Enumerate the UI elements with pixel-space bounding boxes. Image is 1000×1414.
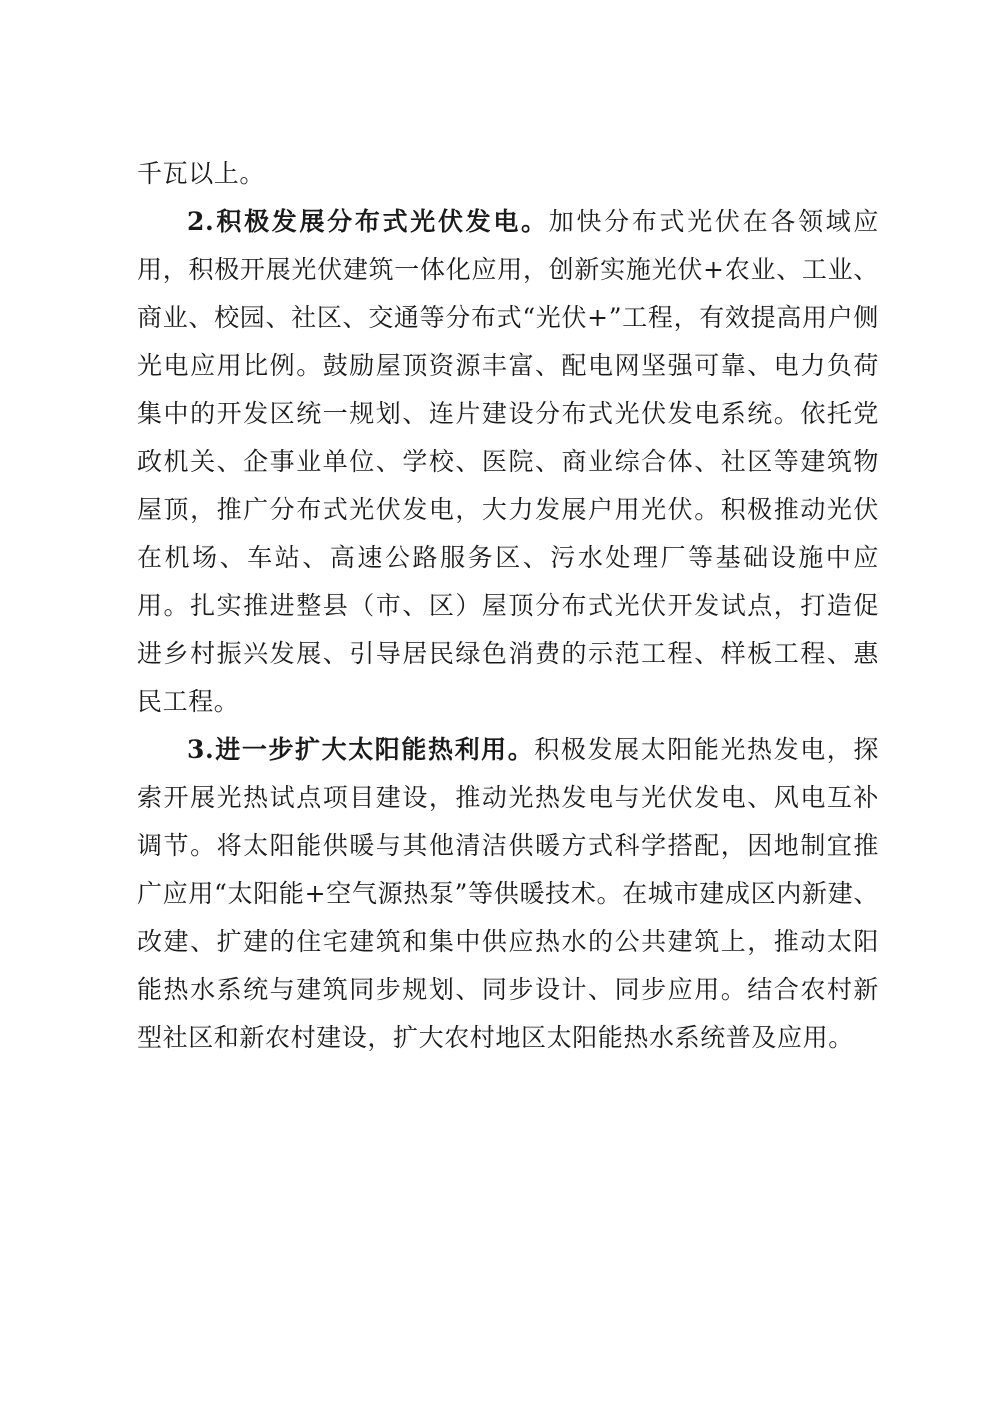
paragraph-body: 千瓦以上。	[137, 159, 266, 188]
paragraph-body: 积极发展太阳能光热发电，探索开展光热试点项目建设，推动光热发电与光伏发电、风电互补调节。将太阳能供暖与其他清洁供暖方式科学搭配，因地制宜推广应用“太阳能+空气源热泵”等供暖技术。在城市建成区内新建、改建、扩建的住宅建筑和集中供应热水的公共建筑上，推动太阳能热水系统与建筑同步规划、同步设计、同步应用。结合农村新型社区和新农村建设，扩大农村地区太阳能热水系统普及应用。	[137, 735, 879, 1052]
section-heading: 3.进一步扩大太阳能热利用。	[187, 735, 535, 764]
body-text	[137, 150, 879, 1062]
paragraph-continuation	[137, 150, 879, 198]
section-heading: 2.积极发展分布式光伏发电。	[187, 207, 549, 236]
paragraph-distributed-pv	[137, 198, 879, 726]
paragraph-solar-thermal	[137, 726, 879, 1062]
paragraph-body: 加快分布式光伏在各领域应用，积极开展光伏建筑一体化应用，创新实施光伏+农业、工业、商业、校园、社区、交通等分布式“光伏+”工程，有效提高用户侧光电应用比例。鼓励屋顶资源丰富、配电网坚强可靠、电力负荷集中的开发区统一规划、连片建设分布式光伏发电系统。依托党政机关、企事业单位、学校、医院、商业综合体、社区等建筑物屋顶，推广分布式光伏发电，大力发展户用光伏。积极推动光伏在机场、车站、高速公路服务区、污水处理厂等基础设施中应用。扎实推进整县（市、区）屋顶分布式光伏开发试点，打造促进乡村振兴发展、引导居民绿色消费的示范工程、样板工程、惠民工程。	[137, 207, 880, 716]
